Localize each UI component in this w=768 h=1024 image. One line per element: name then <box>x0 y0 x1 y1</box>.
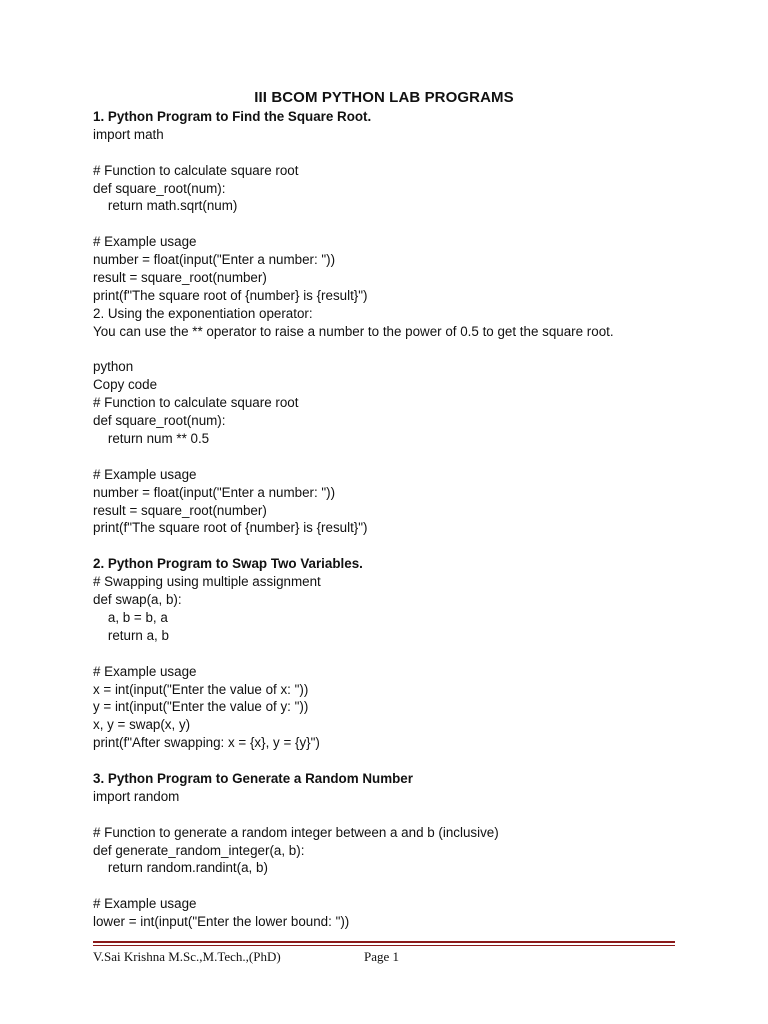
text-line: # Function to calculate square root <box>93 162 299 178</box>
text-line: x, y = swap(x, y) <box>93 717 191 733</box>
text-line: y = int(input("Enter the value of y: ")) <box>93 699 309 715</box>
text-line: # Example usage <box>93 466 197 482</box>
text-line: def square_root(num): <box>93 180 226 196</box>
text-line: def swap(a, b): <box>93 592 182 608</box>
text-line: def generate_random_integer(a, b): <box>93 842 305 858</box>
blank-line <box>93 448 713 466</box>
text-line: print(f"The square root of {number} is {result}") <box>93 287 368 303</box>
text-line: # Example usage <box>93 896 197 912</box>
blank-line <box>93 806 713 824</box>
text-line: import math <box>93 126 164 142</box>
text-line: python <box>93 359 134 375</box>
text-line: lower = int(input("Enter the lower bound: ")) <box>93 914 350 930</box>
text-line: # Function to generate a random integer between a and b (inclusive) <box>93 824 499 840</box>
text-line: # Example usage <box>93 663 197 679</box>
document-body <box>93 108 713 931</box>
text-line: result = square_root(number) <box>93 270 267 286</box>
text-line: You can use the ** operator to raise a number to the power of 0.5 to get the square root. <box>93 323 614 339</box>
text-line: print(f"The square root of {number} is {result}") <box>93 520 368 536</box>
section-heading: 1. Python Program to Find the Square Root. <box>93 109 372 124</box>
blank-line <box>93 341 713 359</box>
blank-line <box>93 752 713 770</box>
blank-line <box>93 537 713 555</box>
footer-page-number: Page 1 <box>364 949 400 964</box>
text-line: a, b = b, a <box>93 609 168 625</box>
text-line: x = int(input("Enter the value of x: ")) <box>93 681 309 697</box>
blank-line <box>93 645 713 663</box>
text-line: print(f"After swapping: x = {x}, y = {y}") <box>93 735 320 751</box>
text-line: # Function to calculate square root <box>93 395 299 411</box>
footer-author: V.Sai Krishna M.Sc.,M.Tech.,(PhD) <box>93 949 281 964</box>
text-line: number = float(input("Enter a number: ")) <box>93 484 336 500</box>
footer-rule-thin <box>93 945 675 946</box>
text-line: Copy code <box>93 377 158 393</box>
text-line: return num ** 0.5 <box>93 431 210 447</box>
text-line: return math.sqrt(num) <box>93 198 238 214</box>
blank-line <box>93 144 713 162</box>
text-line: return a, b <box>93 627 169 643</box>
text-line: def square_root(num): <box>93 413 226 429</box>
section-heading: 3. Python Program to Generate a Random Number <box>93 770 413 786</box>
page-title: III BCOM PYTHON LAB PROGRAMS <box>254 89 514 106</box>
text-line: # Example usage <box>93 234 197 250</box>
text-line: # Swapping using multiple assignment <box>93 574 321 590</box>
text-line: import random <box>93 788 180 804</box>
text-line: result = square_root(number) <box>93 502 267 518</box>
text-line: number = float(input("Enter a number: ")) <box>93 252 336 268</box>
footer-rule-thick <box>93 941 675 943</box>
blank-line <box>93 215 713 233</box>
text-line: return random.randint(a, b) <box>93 860 268 876</box>
section-heading: 2. Python Program to Swap Two Variables. <box>93 556 363 572</box>
blank-line <box>93 877 713 895</box>
text-line: 2. Using the exponentiation operator: <box>93 305 313 321</box>
